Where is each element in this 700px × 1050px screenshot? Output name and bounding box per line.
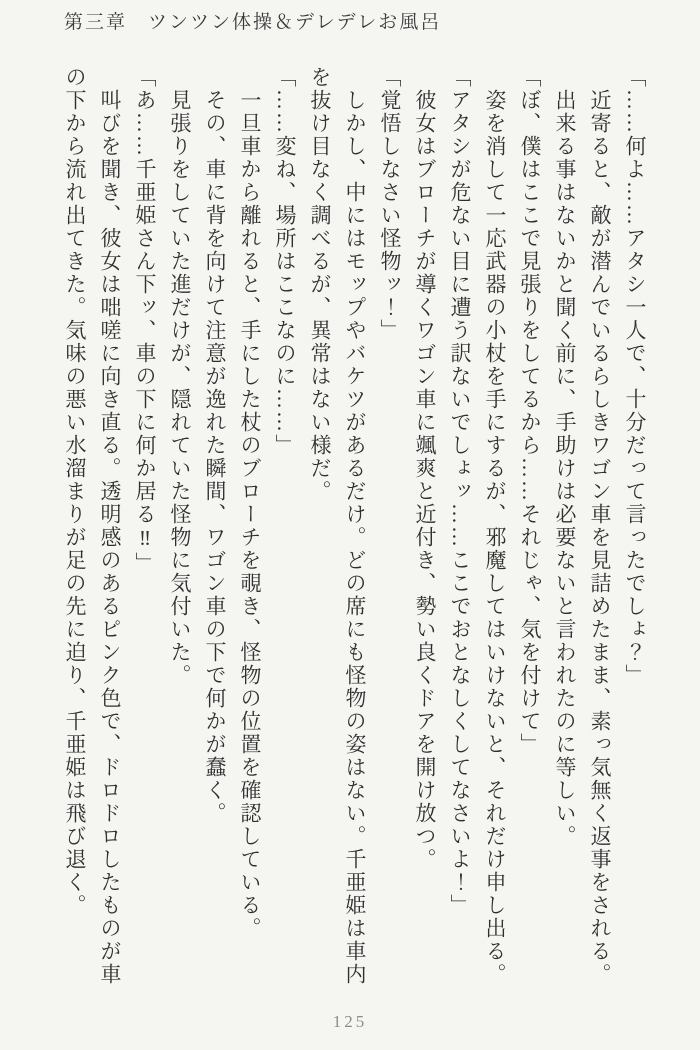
page-number: 125 (332, 1012, 368, 1031)
paragraph: 「……何よ……アタシ一人で、十分だって言ったでしょ？」 (623, 66, 647, 687)
chapter-header: 第三章 ツンツン体操＆デレデレお風呂 (64, 12, 442, 33)
paragraph: 叫びを聞き、彼女は咄嗟に向き直る。透明感のあるピンク色で、ドロドロしたものが車 の下から流れ出てきた。気味の悪い水溜まりが足の先に迫り、千亜姫は飛び退く。 (63, 66, 122, 986)
paragraph: 「あ……千亜姫さん下ッ、車の下に何か居る‼」 (133, 66, 157, 575)
paragraph: しかし、中にはモップやバケツがあるだけ。どの席にも怪物の姿はない。千亜姫は車内 を抜け目なく調べるが、異常はない様だ。 (308, 66, 367, 986)
paragraph: 姿を消して一応武器の小杖を手にするが、邪魔してはいけないと、それだけ申し出る。 (483, 89, 507, 986)
paragraph: 「覚悟しなさい怪物ッ！」 (378, 66, 402, 342)
paragraph: 「ぼ、僕はここで見張りをしてるから……それじゃ、気を付けて」 (518, 66, 542, 756)
paragraph: 見張りをしていた進だけが、隠れていた怪物に気付いた。 (168, 89, 192, 687)
paragraph: 「アタシが危ない目に遭う訳ないでしょッ……ここでおとなしくしてなさいよ！」 (448, 66, 472, 917)
page-text-block (57, 66, 652, 1026)
paragraph: 彼女はブローチが導くワゴン車に颯爽と近付き、勢い良くドアを開け放つ。 (413, 89, 437, 871)
paragraph: 出来る事はないかと聞く前に、手助けは必要ないと言われたのに等しい。 (553, 89, 577, 848)
paragraph: 近寄ると、敵が潜んでいるらしきワゴン車を見詰めたまま、素っ気無く返事をされる。 (588, 89, 612, 986)
paragraph: 一旦車から離れると、手にした杖のブローチを覗き、怪物の位置を確認している。 (238, 89, 262, 940)
paragraph: その、車に背を向けて注意が逸れた瞬間、ワゴン車の下で何かが蠢く。 (203, 89, 227, 825)
paragraph: 「……変ね、場所はここなのに……」 (273, 66, 297, 457)
